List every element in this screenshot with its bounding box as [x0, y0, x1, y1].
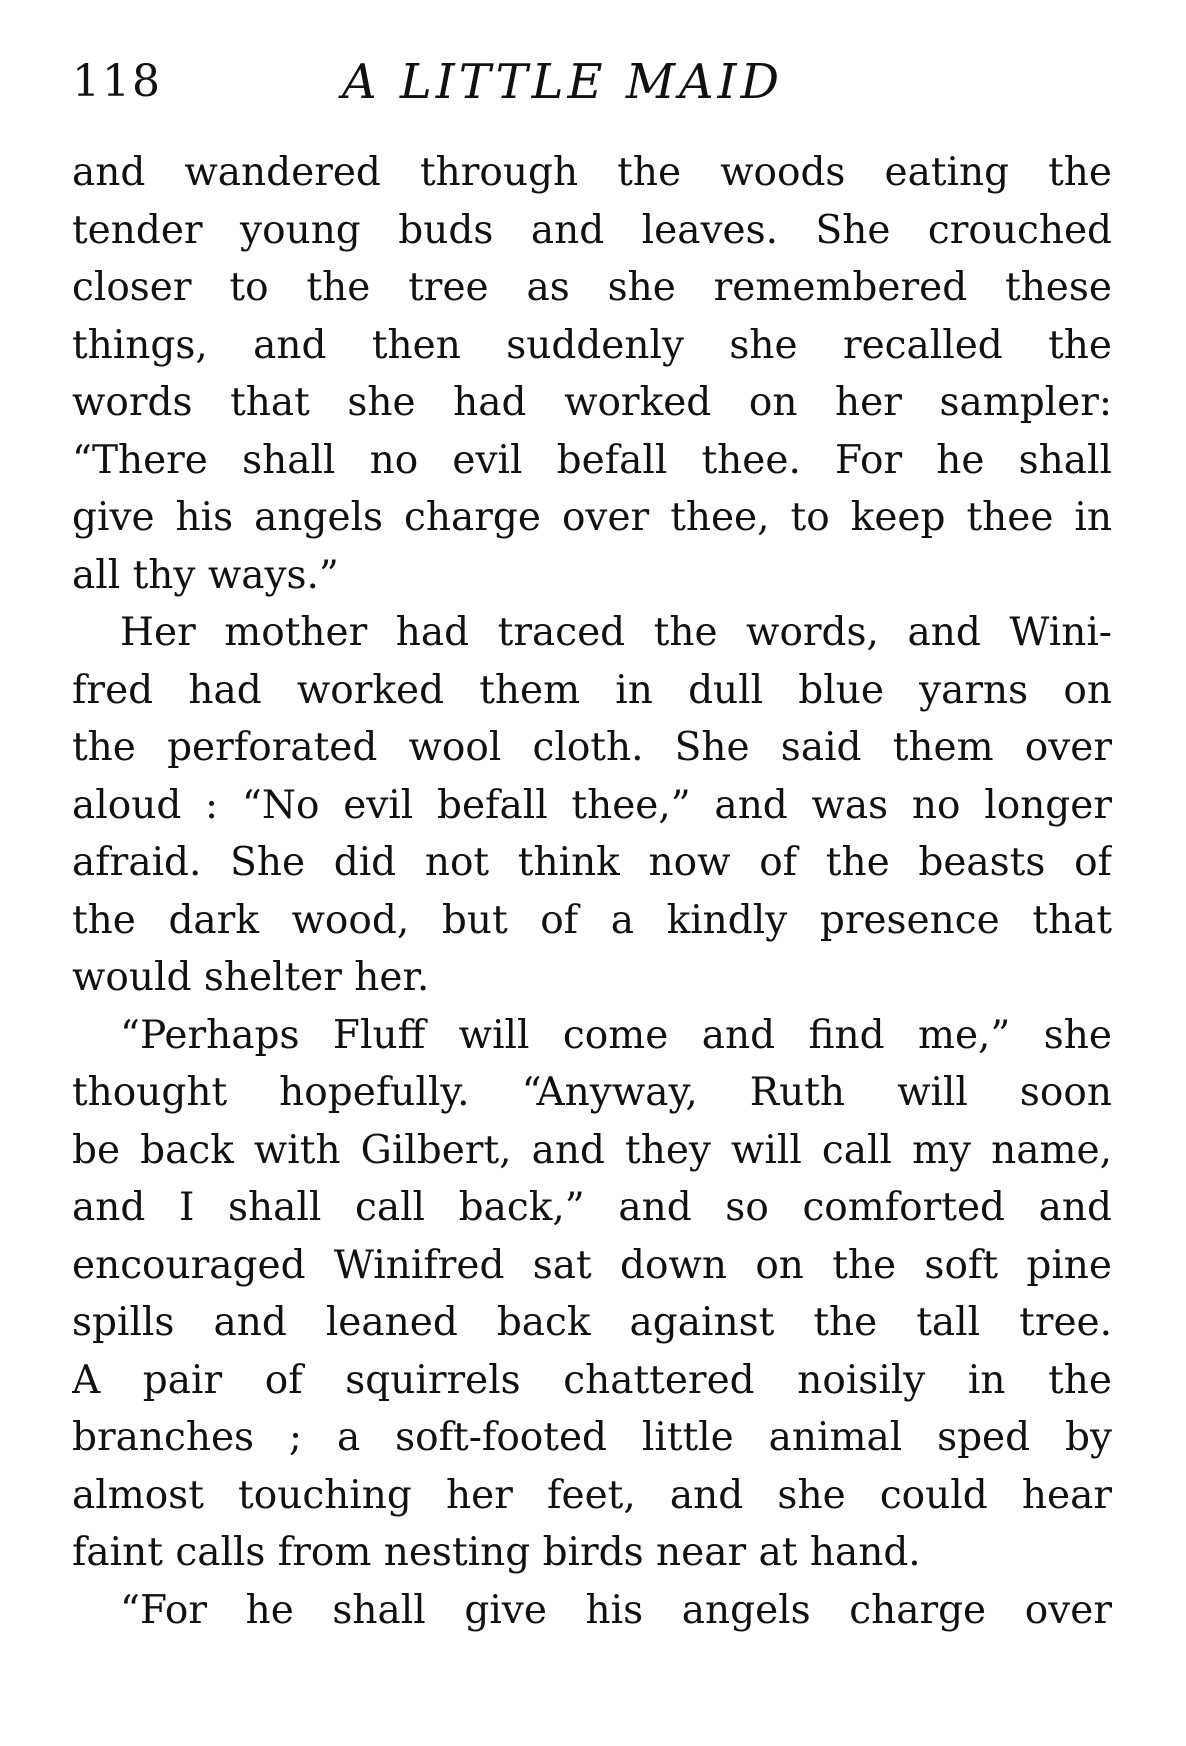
text-line: faint calls from nesting birds near at hand.	[72, 1530, 921, 1575]
text-line: branches ; a soft-footed little animal sped by	[72, 1415, 1112, 1460]
text-line: and I shall call back,” and so comforted and	[72, 1185, 1112, 1230]
page-number: 118	[72, 56, 162, 107]
text-line: spills and leaned back against the tall tree.	[72, 1300, 1112, 1345]
text-line: “Perhaps Fluff will come and find me,” she	[120, 1012, 1112, 1058]
text-line: fred had worked them in dull blue yarns on	[72, 667, 1112, 713]
text-line: afraid. She did not think now of the beasts of	[72, 840, 1112, 885]
text-line: give his angels charge over thee, to keep thee in	[72, 495, 1112, 540]
text-line: “There shall no evil befall thee. For he shall	[72, 437, 1112, 483]
text-line: things, and then suddenly she recalled the	[72, 322, 1112, 368]
text-line: all thy ways.”	[72, 552, 339, 598]
text-line: would shelter her.	[72, 955, 430, 1000]
text-line: closer to the tree as she remembered these	[72, 265, 1112, 310]
text-line: Her mother had traced the words, and Wini-	[120, 610, 1112, 655]
text-line: and wandered through the woods eating the	[72, 150, 1112, 195]
running-title: A LITTLE MAID	[342, 54, 784, 110]
body-text	[72, 144, 1112, 1639]
text-line: the dark wood, but of a kindly presence that	[72, 897, 1112, 943]
text-line: be back with Gilbert, and they will call my name,	[72, 1127, 1112, 1173]
page-header	[72, 52, 1112, 122]
text-line: tender young buds and leaves. She crouched	[72, 207, 1112, 253]
text-line: almost touching her feet, and she could hear	[72, 1472, 1112, 1518]
text-line: “For he shall give his angels charge over	[120, 1587, 1112, 1633]
text-line: A pair of squirrels chattered noisily in the	[72, 1357, 1112, 1403]
text-line: words that she had worked on her sampler:	[72, 380, 1112, 425]
text-line: aloud : “No evil befall thee,” and was no longer	[72, 782, 1112, 828]
text-line: encouraged Winifred sat down on the soft pine	[72, 1242, 1112, 1288]
text-line: thought hopefully. “Anyway, Ruth will soon	[72, 1070, 1112, 1115]
text-line: the perforated wool cloth. She said them over	[72, 725, 1112, 770]
